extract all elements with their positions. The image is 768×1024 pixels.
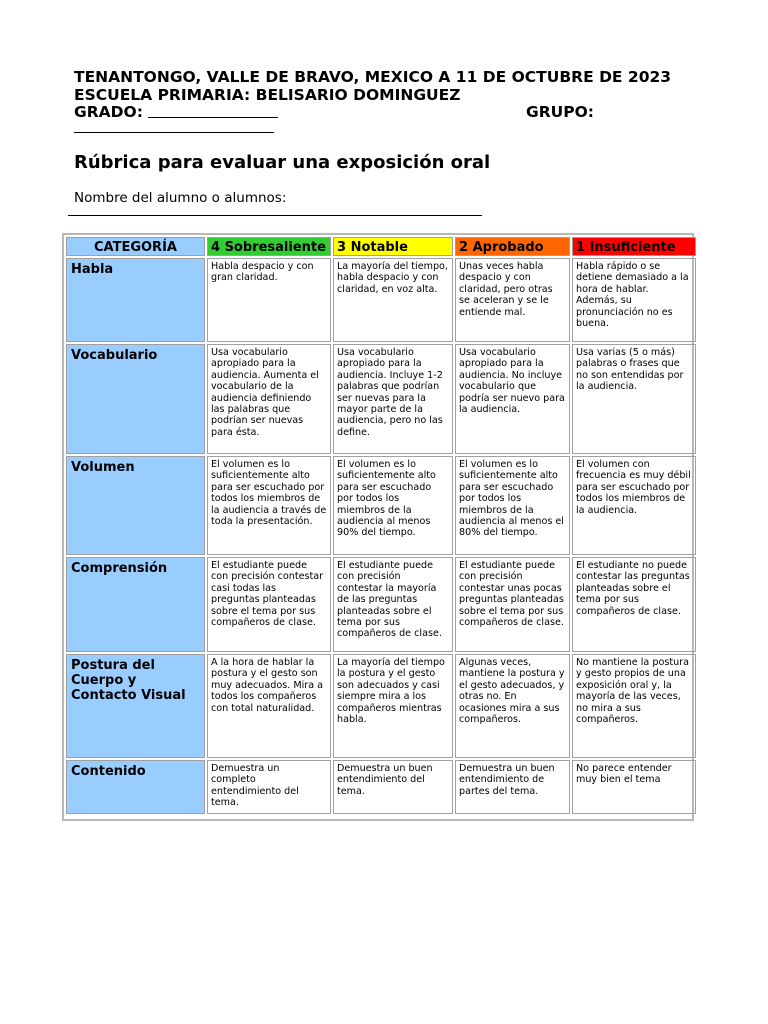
table-cell: El estudiante puede con precisión contestar unas pocas preguntas planteadas sobre el tema por sus compañeros de clase.: [455, 557, 570, 652]
header-location-date: TENANTONGO, VALLE DE BRAVO, MEXICO A 11 DE OCTUBRE DE 2023: [74, 68, 672, 86]
table-row: [66, 654, 696, 758]
page-title: Rúbrica para evaluar una exposición oral: [74, 152, 491, 173]
table-cell: El estudiante no puede contestar las preguntas planteadas sobre el tema por sus compañeros de clase.: [572, 557, 696, 652]
nombre-blank-line: [68, 215, 482, 216]
table-cell: Usa varias (5 o más) palabras o frases que no son entendidas por la audiencia.: [572, 344, 696, 454]
table-cell: A la hora de hablar la postura y el gesto son muy adecuados. Mira a todos los compañeros con total naturalidad.: [207, 654, 331, 758]
grado-blank-line: [148, 117, 278, 118]
header-notable: 3 Notable: [333, 237, 453, 256]
table-cell: El volumen es lo suficientemente alto para ser escuchado por todos los miembros de la audiencia a través de toda la presentación.: [207, 456, 331, 555]
header-sobresaliente: 4 Sobresaliente: [207, 237, 331, 256]
header-school: ESCUELA PRIMARIA: BELISARIO DOMINGUEZ: [74, 86, 461, 104]
table-cell: Usa vocabulario apropiado para la audiencia. Incluye 1-2 palabras que podrían ser nuevas para la mayor parte de la audiencia, pero no las define.: [333, 344, 453, 454]
table-cell: La mayoría del tiempo, habla despacio y con claridad, en voz alta.: [333, 258, 453, 342]
category-cell: Vocabulario: [66, 344, 205, 454]
category-cell: Contenido: [66, 760, 205, 814]
header-aprobado: 2 Aprobado: [455, 237, 570, 256]
table-cell: Demuestra un buen entendimiento del tema.: [333, 760, 453, 814]
table-cell: Unas veces habla despacio y con claridad, pero otras se aceleran y se le entiende mal.: [455, 258, 570, 342]
category-cell: Volumen: [66, 456, 205, 555]
table-row: [66, 258, 696, 342]
header-insuficiente: 1 Insuficiente: [572, 237, 696, 256]
table-row: [66, 456, 696, 555]
nombre-label: Nombre del alumno o alumnos:: [74, 190, 287, 206]
rubric-table: [62, 233, 694, 821]
table-cell: Demuestra un completo entendimiento del tema.: [207, 760, 331, 814]
category-cell: Comprensión: [66, 557, 205, 652]
category-cell: Habla: [66, 258, 205, 342]
table-cell: Usa vocabulario apropiado para la audiencia. Aumenta el vocabulario de la audiencia definiendo las palabras que podrían ser nuevas para ésta.: [207, 344, 331, 454]
table-cell: Demuestra un buen entendimiento de partes del tema.: [455, 760, 570, 814]
table-cell: La mayoría del tiempo la postura y el gesto son adecuados y casi siempre mira a los compañeros mientras habla.: [333, 654, 453, 758]
table-cell: El estudiante puede con precisión contestar la mayoría de las preguntas planteadas sobre el tema por sus compañeros de clase.: [333, 557, 453, 652]
table-cell: El volumen con frecuencia es muy débil para ser escuchado por todos los miembros de la audiencia.: [572, 456, 696, 555]
rubric-header-row: [66, 237, 696, 256]
grupo-label: GRUPO:: [526, 103, 594, 121]
table-cell: Habla despacio y con gran claridad.: [207, 258, 331, 342]
category-cell: Postura del Cuerpo y Contacto Visual: [66, 654, 205, 758]
table-cell: Algunas veces, mantiene la postura y el gesto adecuados, y otras no. En ocasiones mira a sus compañeros.: [455, 654, 570, 758]
table-cell: Usa vocabulario apropiado para la audiencia. No incluye vocabulario que podría ser nuevo para la audiencia.: [455, 344, 570, 454]
table-row: [66, 557, 696, 652]
table-cell: El volumen es lo suficientemente alto para ser escuchado por todos los miembros de la audiencia al menos el 80% del tiempo.: [455, 456, 570, 555]
table-row: [66, 344, 696, 454]
table-cell: No mantiene la postura y gesto propios de una exposición oral y, la mayoría de las veces, no mira a sus compañeros.: [572, 654, 696, 758]
table-cell: El volumen es lo suficientemente alto para ser escuchado por todos los miembros de la audiencia al menos 90% del tiempo.: [333, 456, 453, 555]
table-cell: No parece entender muy bien el tema: [572, 760, 696, 814]
header-categoria: CATEGORÍA: [66, 237, 205, 256]
grupo-blank-line: [74, 132, 274, 133]
table-row: [66, 760, 696, 814]
grado-label: GRADO:: [74, 103, 143, 121]
table-cell: Habla rápido o se detiene demasiado a la hora de hablar. Además, su pronunciación no es buena.: [572, 258, 696, 342]
table-cell: El estudiante puede con precisión contestar casi todas las preguntas planteadas sobre el tema por sus compañeros de clase.: [207, 557, 331, 652]
